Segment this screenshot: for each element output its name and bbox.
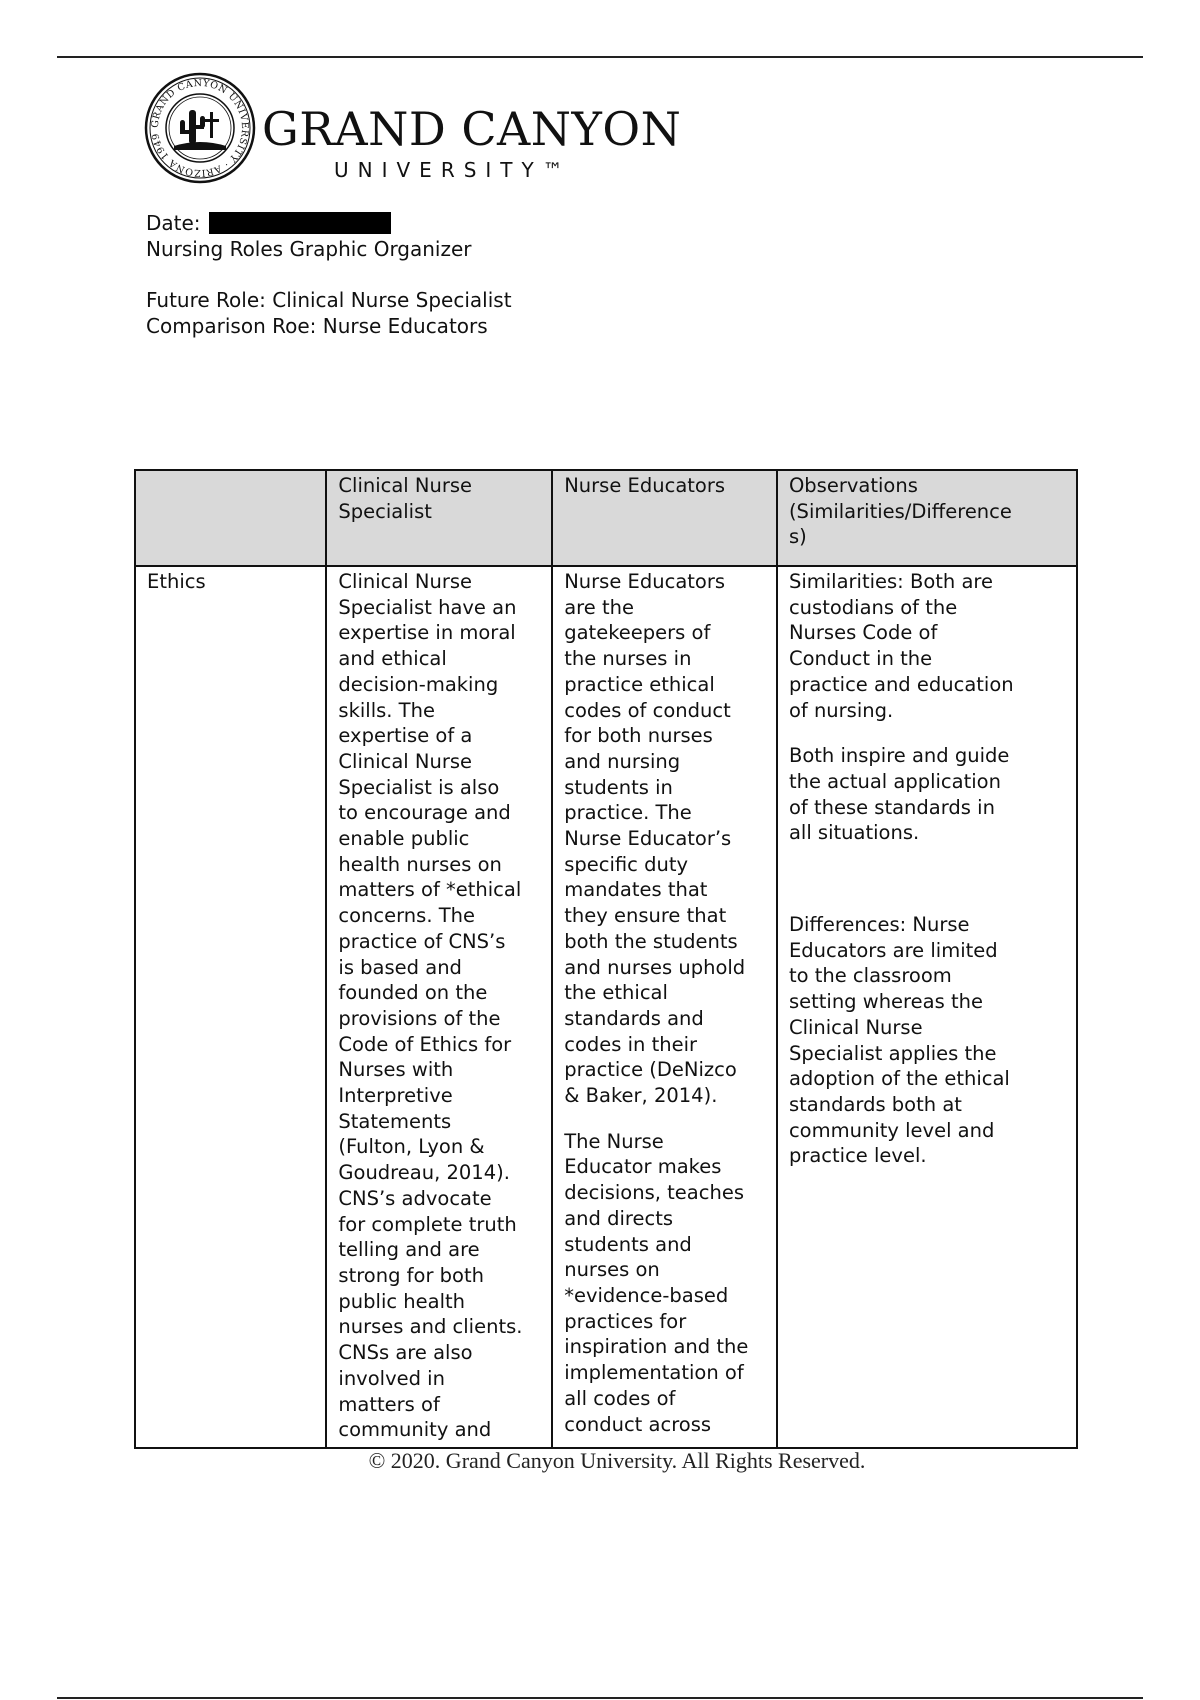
- cns-ethics-cell: [326, 566, 552, 1448]
- copyright-footer: © 2020. Grand Canyon University. All Rights Reserved.: [368, 1448, 866, 1473]
- observations-ethics-cell: [777, 566, 1077, 1448]
- roles-comparison-table: [134, 469, 1078, 1449]
- comparison-role: Comparison Roe: Nurse Educators: [146, 314, 488, 338]
- educators-paragraph-1: Nurse Educators are the gatekeepers of the nurses in practice ethical codes of conduct for both nurses and nursing students in practice. The Nurse Educator’s specific duty mandates that they ensure that both the students and nurses uphold the ethical standards and codes in their practice (DeNizco & Baker, 2014).: [564, 570, 746, 1108]
- educators-paragraph-2: The Nurse Educator makes decisions, teaches and directs students and nurses on *evidence-based practices for inspiration and the implementation of all codes of conduct across: [564, 1129, 749, 1436]
- bottom-rule: [57, 1697, 1143, 1699]
- university-logo: [144, 72, 682, 184]
- header-cell-observations: Observations (Similarities/Difference s): [777, 470, 1077, 566]
- header-cell-cns: Clinical Nurse Specialist: [326, 470, 552, 566]
- university-subname: UNIVERSITY™: [334, 158, 572, 182]
- educators-ethics-cell: [552, 566, 777, 1448]
- similarities-paragraph: Similarities: Both are custodians of the Nurses Code of Conduct in the practice and education of nursing.: [788, 570, 1014, 722]
- future-role: Future Role: Clinical Nurse Specialist: [146, 288, 512, 312]
- differences-paragraph: Differences: Nurse Educators are limited to the classroom setting whereas the Clinical Nurse Specialist applies the adoption of the ethical standards both at community level and practice level.: [788, 913, 1010, 1168]
- table-header-row: [135, 470, 1077, 566]
- row-label-ethics: Ethics: [135, 566, 326, 1448]
- university-seal-icon: [144, 72, 256, 184]
- header-cell-blank: [135, 470, 326, 566]
- document-title: Nursing Roles Graphic Organizer: [146, 237, 472, 261]
- table-row: [135, 566, 1077, 1448]
- date-redaction: [209, 212, 391, 234]
- date-label: Date:: [146, 211, 201, 235]
- date-line: [146, 210, 391, 236]
- university-name: GRAND CANYON: [262, 102, 682, 156]
- top-rule: [57, 56, 1143, 58]
- svg-text:GRAND CANYON UNIVERSITY · ARIZ: GRAND CANYON UNIVERSITY · ARIZONA 1949: [149, 77, 251, 179]
- similarities-paragraph-2: Both inspire and guide the actual application of these standards in all situations.: [788, 744, 1010, 845]
- cns-paragraph: Clinical Nurse Specialist have an expertise in moral and ethical decision-making skills. The expertise of a Clinical Nurse Specialist is also to encourage and enable public health nurses on matters of *ethical concerns. The practice of CNS’s is based and founded on the provisions of the Code of Ethics for Nurses with Interpretive Statements (Fulton, Lyon & Goudreau, 2014). CNS’s advocate for complete truth telling and are strong for both public health nurses and clients. CNSs are also involved in matters of community and: [338, 570, 523, 1442]
- header-cell-educators: Nurse Educators: [552, 470, 777, 566]
